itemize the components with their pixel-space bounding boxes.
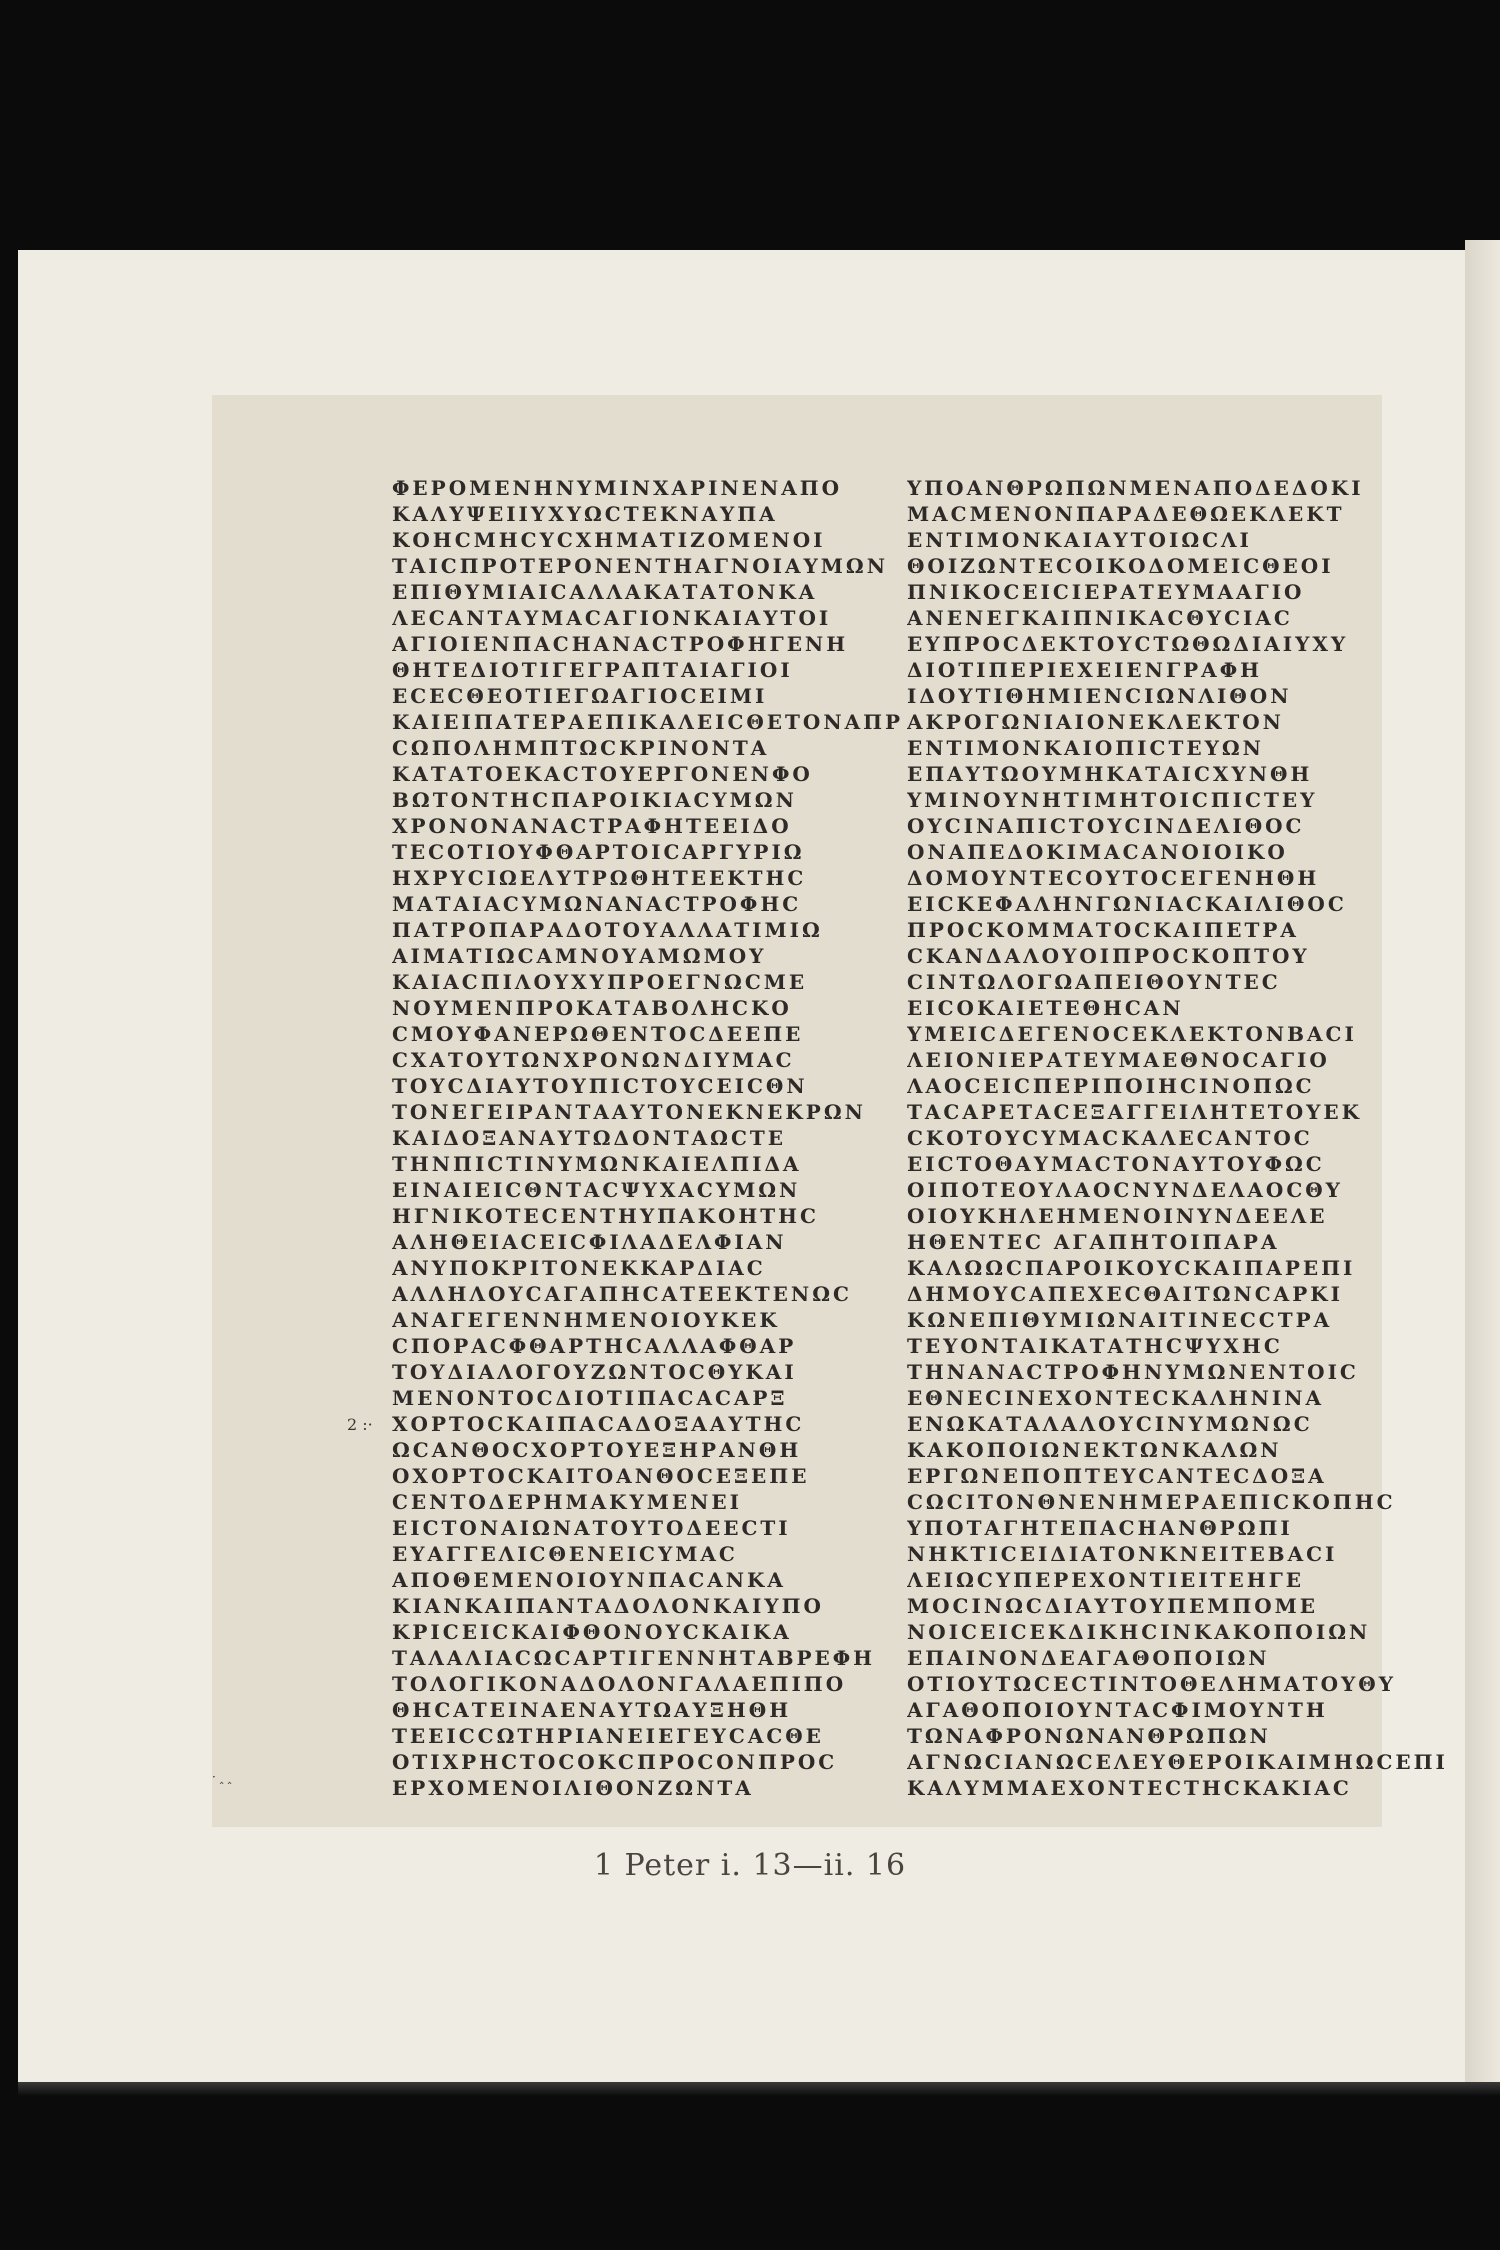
manuscript-line: ΑΝΑΓΕΓΕΝΝΗΜΕΝΟΙΟΥΚΕΚ: [392, 1308, 780, 1332]
manuscript-line: ΟΤΙΧΡΗCΤΟCΟΚCΠΡΟCΟΝΠΡΟC: [392, 1750, 838, 1774]
manuscript-line: ΕΙΝΑΙΕΙCΘΝΤΑCΨΥΧΑCΥΜΩΝ: [392, 1178, 801, 1202]
manuscript-line: ΕΝΩΚΑΤΑΛΑΛΟΥCΙΝΥΜΩΝΩC: [907, 1412, 1313, 1436]
manuscript-line: ΚΑΚΟΠΟΙΩΝΕΚΤΩΝΚΑΛΩΝ: [907, 1438, 1282, 1462]
manuscript-line: ΟΤΙΟΥΤΩCΕCΤΙΝΤΟΘΕΛΗΜΑΤΟΥΘΥ: [907, 1672, 1396, 1696]
manuscript-line: ΕΠΙΘΥΜΙΑΙCΑΛΛΑΚΑΤΑΤΟΝΚΑ: [392, 580, 818, 604]
manuscript-line: ΘΗΤΕΔΙΟΤΙΓΕΓΡΑΠΤΑΙΑΓΙΟΙ: [392, 658, 793, 682]
manuscript-line: ΤΟΝΕΓΕΙΡΑΝΤΑΑΥΤΟΝΕΚΝΕΚΡΩΝ: [392, 1100, 866, 1124]
left-text-column: [392, 475, 903, 1801]
manuscript-line: ΚΑΤΑΤΟΕΚΑCΤΟΥΕΡΓΟΝΕΝΦΟ: [392, 762, 813, 786]
manuscript-line: ΕΠΑΥΤΩΟΥΜΗΚΑΤΑΙCΧΥΝΘΗ: [907, 762, 1313, 786]
manuscript-line: ΒΩΤΟΝΤΗCΠΑΡΟΙΚΙΑCΥΜΩΝ: [392, 788, 797, 812]
manuscript-line: ΕΘΝΕCΙΝΕΧΟΝΤΕCΚΑΛΗΝΙΝΑ: [907, 1386, 1325, 1410]
manuscript-line: ΤΕCΟΤΙΟΥΦΘΑΡΤΟΙCΑΡΓΥΡΙΩ: [392, 840, 805, 864]
manuscript-line: ΜΑΤΑΙΑCΥΜΩΝΑΝΑCΤΡΟΦΗC: [392, 892, 802, 916]
manuscript-line: ΚΑΛΩΩCΠΑΡΟΙΚΟΥCΚΑΙΠΑΡΕΠΙ: [907, 1256, 1356, 1280]
manuscript-line: ΕΡΓΩΝΕΠΟΠΤΕΥCΑΝΤΕCΔΟΞΑ: [907, 1464, 1327, 1488]
manuscript-line: CΙΝΤΩΛΟΓΩΑΠΕΙΘΟΥΝΤΕC: [907, 970, 1281, 994]
manuscript-line: ΟΙΠΟΤΕΟΥΛΑΟCΝΥΝΔΕΛΑΟCΘΥ: [907, 1178, 1343, 1202]
manuscript-line: ΚΑΙΔΟΞΑΝΑΥΤΩΔΟΝΤΑΩCΤΕ: [392, 1126, 787, 1150]
manuscript-line: ΚΑΙΕΙΠΑΤΕΡΑΕΠΙΚΑΛΕΙCΘΕΤΟΝΑΠΡ: [392, 710, 904, 734]
manuscript-line: ΤΗΝΠΙCΤΙΝΥΜΩΝΚΑΙΕΛΠΙΔΑ: [392, 1152, 802, 1176]
manuscript-line: ΛΕΙΩCΥΠΕΡΕΧΟΝΤΙΕΙΤΕΗΓΕ: [907, 1568, 1305, 1592]
facing-page-edge: [1465, 240, 1500, 2082]
manuscript-line: ΕΡΧΟΜΕΝΟΙΛΙΘΟΝΖΩΝΤΑ: [392, 1776, 754, 1800]
margin-mark: 2 :·: [347, 1415, 373, 1434]
manuscript-line: ΛΕΙΟΝΙΕΡΑΤΕΥΜΑΕΘΝΟCΑΓΙΟ: [907, 1048, 1330, 1072]
manuscript-line: CΠΟΡΑCΦΘΑΡΤΗCΑΛΛΑΦΘΑΡ: [392, 1334, 797, 1358]
manuscript-line: ΚΑΛΥΨΕΙΙΥΧΥΩCΤΕΚΝΑΥΠΑ: [392, 502, 778, 526]
manuscript-line: ΗΘΕΝΤΕC ΑΓΑΠΗΤΟΙΠΑΡΑ: [907, 1230, 1280, 1254]
manuscript-line: ΙΔΟΥΤΙΘΗΜΙΕΝCΙΩΝΛΙΘΟΝ: [907, 684, 1292, 708]
manuscript-line: ΩCΑΝΘΟCΧΟΡΤΟΥΕΞΗΡΑΝΘΗ: [392, 1438, 802, 1462]
manuscript-line: ΑΚΡΟΓΩΝΙΑΙΟΝΕΚΛΕΚΤΟΝ: [907, 710, 1284, 734]
manuscript-line: ΕΥΑΓΓΕΛΙCΘΕΝΕΙCΥΜΑC: [392, 1542, 738, 1566]
margin-mark: · ‸ ‸: [212, 1770, 232, 1784]
manuscript-line: CΕΝΤΟΔΕΡΗΜΑΚΥΜΕΝΕΙ: [392, 1490, 743, 1514]
manuscript-line: ΑΛΗΘΕΙΑCΕΙCΦΙΛΑΔΕΛΦΙΑΝ: [392, 1230, 787, 1254]
plate-caption: 1 Peter i. 13—ii. 16: [593, 1848, 907, 1883]
manuscript-line: CΩΠΟΛΗΜΠΤΩCΚΡΙΝΟΝΤΑ: [392, 736, 770, 760]
manuscript-line: ΤΑCΑΡΕΤΑCΕΞΑΓΓΕΙΛΗΤΕΤΟΥΕΚ: [907, 1100, 1363, 1124]
manuscript-line: ΝΟΥΜΕΝΠΡΟΚΑΤΑΒΟΛΗCΚΟ: [392, 996, 792, 1020]
manuscript-line: ΛΑΟCΕΙCΠΕΡΙΠΟΙΗCΙΝΟΠΩC: [907, 1074, 1315, 1098]
manuscript-line: ΥΠΟΤΑΓΗΤΕΠΑCΗΑΝΘΡΩΠΙ: [907, 1516, 1293, 1540]
manuscript-line: ΚΑΙΑCΠΙΛΟΥΧΥΠΡΟΕΓΝΩCΜΕ: [392, 970, 808, 994]
manuscript-line: ΚΩΝΕΠΙΘΥΜΙΩΝΑΙΤΙΝΕCCΤΡΑ: [907, 1308, 1333, 1332]
manuscript-line: ΜΑCΜΕΝΟΝΠΑΡΑΔΕΘΩΕΚΛΕΚΤ: [907, 502, 1345, 526]
manuscript-line: ΚΑΛΥΜΜΑΕΧΟΝΤΕCΤΗCΚΑΚΙΑC: [907, 1776, 1352, 1800]
manuscript-line: ΧΟΡΤΟCΚΑΙΠΑCΑΔΟΞΑΑΥΤΗC: [392, 1412, 805, 1436]
manuscript-line: ΗΓΝΙΚΟΤΕCΕΝΤΗΥΠΑΚΟΗΤΗC: [392, 1204, 819, 1228]
manuscript-line: CΧΑΤΟΥΤΩΝΧΡΟΝΩΝΔΙΥΜΑC: [392, 1048, 795, 1072]
manuscript-line: ΟΥCΙΝΑΠΙCΤΟΥCΙΝΔΕΛΙΘΟC: [907, 814, 1305, 838]
manuscript-line: ΥΜΙΝΟΥΝΗΤΙΜΗΤΟΙCΠΙCΤΕΥ: [907, 788, 1318, 812]
manuscript-line: ΜΟCΙΝΩCΔΙΑΥΤΟΥΠΕΜΠΟΜΕ: [907, 1594, 1319, 1618]
manuscript-line: CΚΑΝΔΑΛΟΥΟΙΠΡΟCΚΟΠΤΟΥ: [907, 944, 1310, 968]
manuscript-line: CΚΟΤΟΥCΥΜΑCΚΑΛΕCΑΝΤΟC: [907, 1126, 1313, 1150]
manuscript-line: ΔΟΜΟΥΝΤΕCΟΥΤΟCΕΓΕΝΗΘΗ: [907, 866, 1320, 890]
manuscript-line: ΝΟΙCΕΙCΕΚΔΙΚΗCΙΝΚΑΚΟΠΟΙΩΝ: [907, 1620, 1371, 1644]
manuscript-line: ΤΟΥCΔΙΑΥΤΟΥΠΙCΤΟΥCΕΙCΘΝ: [392, 1074, 808, 1098]
manuscript-line: ΦΕΡΟΜΕΝΗΝΥΜΙΝΧΑΡΙΝΕΝΑΠΟ: [392, 476, 843, 500]
manuscript-line: ΕΙCΤΟΘΑΥΜΑCΤΟΝΑΥΤΟΥΦΩC: [907, 1152, 1325, 1176]
manuscript-line: ΤΗΝΑΝΑCΤΡΟΦΗΝΥΜΩΝΕΝΤΟΙC: [907, 1360, 1359, 1384]
manuscript-line: ΥΜΕΙCΔΕΓΕΝΟCΕΚΛΕΚΤΟΝΒΑCΙ: [907, 1022, 1357, 1046]
manuscript-line: ΔΗΜΟΥCΑΠΕΧΕCΘΑΙΤΩΝCΑΡΚΙ: [907, 1282, 1343, 1306]
manuscript-line: ΑΓΙΟΙΕΝΠΑCΗΑΝΑCΤΡΟΦΗΓΕΝΗ: [392, 632, 849, 656]
manuscript-line: ΤΟΥΔΙΑΛΟΓΟΥΖΩΝΤΟCΘΥΚΑΙ: [392, 1360, 797, 1384]
manuscript-line: ΜΕΝΟΝΤΟCΔΙΟΤΙΠΑCΑCΑΡΞ: [392, 1386, 788, 1410]
manuscript-line: ΔΙΟΤΙΠΕΡΙΕΧΕΙΕΝΓΡΑΦΗ: [907, 658, 1263, 682]
manuscript-line: ΟΙΟΥΚΗΛΕΗΜΕΝΟΙΝΥΝΔΕΕΛΕ: [907, 1204, 1328, 1228]
manuscript-line: ΕΠΑΙΝΟΝΔΕΑΓΑΘΟΠΟΙΩΝ: [907, 1646, 1270, 1670]
manuscript-line: ΧΡΟΝΟΝΑΝΑCΤΡΑΦΗΤΕΕΙΔΟ: [392, 814, 792, 838]
manuscript-line: ΚΟΗCΜΗCΥCΧΗΜΑΤΙΖΟΜΕΝΟΙ: [392, 528, 826, 552]
manuscript-line: ΟΝΑΠΕΔΟΚΙΜΑCΑΝΟΙΟΙΚΟ: [907, 840, 1288, 864]
manuscript-line: ΛΕCΑΝΤΑΥΜΑCΑΓΙΟΝΚΑΙΑΥΤΟΙ: [392, 606, 832, 630]
manuscript-line: ΘΟΙΖΩΝΤΕCΟΙΚΟΔΟΜΕΙCΘΕΟΙ: [907, 554, 1334, 578]
manuscript-line: ΕΙCΤΟΝΑΙΩΝΑΤΟΥΤΟΔΕΕCΤΙ: [392, 1516, 791, 1540]
manuscript-line: ΑΝΕΝΕΓΚΑΙΠΝΙΚΑCΘΥCΙΑC: [907, 606, 1293, 630]
manuscript-line: ΥΠΟΑΝΘΡΩΠΩΝΜΕΝΑΠΟΔΕΔΟΚΙ: [907, 476, 1364, 500]
manuscript-line: ΕCΕCΘΕΟΤΙΕΓΩΑΓΙΟCΕΙΜΙ: [392, 684, 768, 708]
manuscript-line: ΑΙΜΑΤΙΩCΑΜΝΟΥΑΜΩΜΟΥ: [392, 944, 767, 968]
manuscript-line: ΗΧΡΥCΙΩΕΛΥΤΡΩΘΗΤΕΕΚΤΗC: [392, 866, 807, 890]
manuscript-line: ΕΥΠΡΟCΔΕΚΤΟΥCΤΩΘΩΔΙΑΙΥΧΥ: [907, 632, 1349, 656]
manuscript-line: ΑΓΑΘΟΠΟΙΟΥΝΤΑCΦΙΜΟΥΝΤΗ: [907, 1698, 1328, 1722]
manuscript-line: ΠΝΙΚΟCΕΙCΙΕΡΑΤΕΥΜΑΑΓΙΟ: [907, 580, 1305, 604]
manuscript-line: ΠΑΤΡΟΠΑΡΑΔΟΤΟΥΑΛΛΑΤΙΜΙΩ: [392, 918, 823, 942]
manuscript-line: ΕΙCΚΕΦΑΛΗΝΓΩΝΙΑCΚΑΙΛΙΘΟC: [907, 892, 1347, 916]
manuscript-plate: [212, 395, 1448, 1827]
manuscript-line: ΑΓΝΩCΙΑΝΩCΕΛΕΥΘΕΡΟΙΚΑΙΜΗΩCΕΠΙ: [907, 1750, 1448, 1774]
manuscript-line: CΜΟΥΦΑΝΕΡΩΘΕΝΤΟCΔΕΕΠΕ: [392, 1022, 804, 1046]
manuscript-line: ΑΠΟΘΕΜΕΝΟΙΟΥΝΠΑCΑΝΚΑ: [392, 1568, 786, 1592]
manuscript-line: ΟΧΟΡΤΟCΚΑΙΤΟΑΝΘΟCΕΞΕΠΕ: [392, 1464, 810, 1488]
manuscript-line: ΝΗΚΤΙCΕΙΔΙΑΤΟΝΚΝΕΙΤΕΒΑCΙ: [907, 1542, 1338, 1566]
manuscript-line: ΑΝΥΠΟΚΡΙΤΟΝΕΚΚΑΡΔΙΑC: [392, 1256, 766, 1280]
page-shadow: [18, 2082, 1500, 2096]
manuscript-line: ΤΟΛΟΓΙΚΟΝΑΔΟΛΟΝΓΑΛΑΕΠΙΠΟ: [392, 1672, 847, 1696]
right-text-column: [907, 475, 1448, 1801]
manuscript-line: ΤΑΙCΠΡΟΤΕΡΟΝΕΝΤΗΑΓΝΟΙΑΥΜΩΝ: [392, 554, 888, 578]
manuscript-line: ΚΙΑΝΚΑΙΠΑΝΤΑΔΟΛΟΝΚΑΙΥΠΟ: [392, 1594, 824, 1618]
manuscript-line: CΩCΙΤΟΝΘΝΕΝΗΜΕΡΑΕΠΙCΚΟΠΗC: [907, 1490, 1396, 1514]
manuscript-line: ΤΕΥΟΝΤΑΙΚΑΤΑΤΗCΨΥΧΗC: [907, 1334, 1283, 1358]
manuscript-line: ΕΙCΟΚΑΙΕΤΕΘΗCΑΝ: [907, 996, 1184, 1020]
manuscript-line: ΠΡΟCΚΟΜΜΑΤΟCΚΑΙΠΕΤΡΑ: [907, 918, 1299, 942]
manuscript-line: ΤΑΛΑΛΙΑCΩCΑΡΤΙΓΕΝΝΗΤΑΒΡΕΦΗ: [392, 1646, 876, 1670]
manuscript-line: ΤΩΝΑΦΡΟΝΩΝΑΝΘΡΩΠΩΝ: [907, 1724, 1271, 1748]
manuscript-line: ΑΛΛΗΛΟΥCΑΓΑΠΗCΑΤΕΕΚΤΕΝΩC: [392, 1282, 852, 1306]
manuscript-line: ΕΝΤΙΜΟΝΚΑΙΑΥΤΟΙΩCΛΙ: [907, 528, 1252, 552]
manuscript-line: ΚΡΙCΕΙCΚΑΙΦΘΟΝΟΥCΚΑΙΚΑ: [392, 1620, 792, 1644]
manuscript-line: ΘΗCΑΤΕΙΝΑΕΝΑΥΤΩΑΥΞΗΘΗ: [392, 1698, 792, 1722]
manuscript-line: ΤΕΕΙCCΩΤΗΡΙΑΝΕΙΕΓΕΥCΑCΘΕ: [392, 1724, 824, 1748]
manuscript-line: ΕΝΤΙΜΟΝΚΑΙΟΠΙCΤΕΥΩΝ: [907, 736, 1264, 760]
